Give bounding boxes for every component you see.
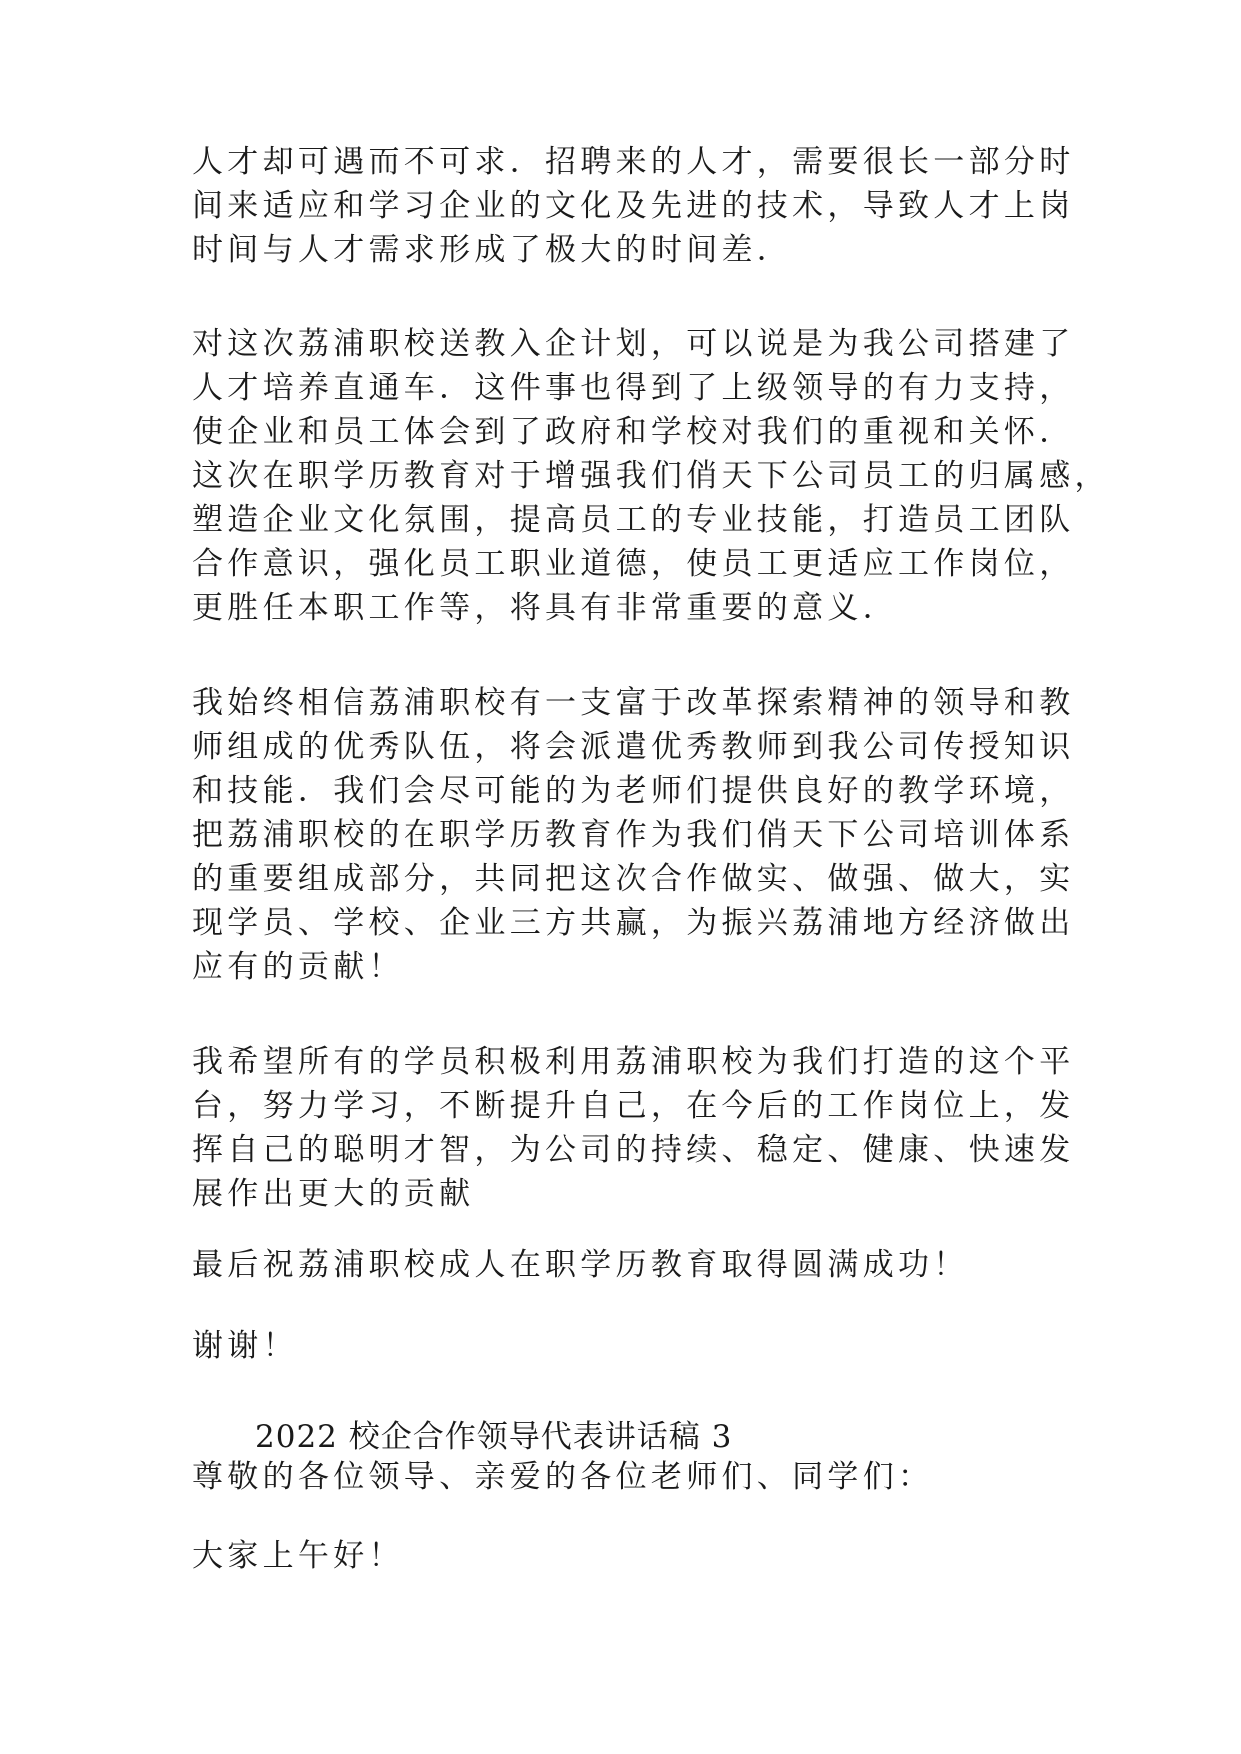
- text-line: 谢谢！: [192, 1328, 298, 1364]
- text-line: 更胜任本职工作等，将具有非常重要的意义．: [192, 590, 898, 626]
- text-line: 师组成的优秀队伍，将会派遣优秀教师到我公司传授知识: [192, 729, 1075, 765]
- text-line: 最后祝荔浦职校成人在职学历教育取得圆满成功！: [192, 1247, 969, 1283]
- text-line: 现学员、学校、企业三方共赢，为振兴荔浦地方经济做出: [192, 905, 1075, 941]
- text-line: 人才却可遇而不可求．招聘来的人才，需要很长一部分时: [192, 144, 1075, 180]
- text-line: 时间与人才需求形成了极大的时间差．: [192, 232, 793, 268]
- text-line: 展作出更大的贡献: [192, 1176, 475, 1212]
- text-line: 挥自己的聪明才智，为公司的持续、稳定、健康、快速发: [192, 1132, 1075, 1168]
- text-line: 对这次荔浦职校送教入企计划，可以说是为我公司搭建了: [192, 326, 1075, 362]
- text-line: 和技能．我们会尽可能的为老师们提供良好的教学环境，: [192, 773, 1075, 809]
- text-line: 我始终相信荔浦职校有一支富于改革探索精神的领导和教: [192, 685, 1075, 721]
- text-line: 这次在职学历教育对于增强我们俏天下公司员工的归属感，: [192, 458, 1110, 494]
- text-line: 人才培养直通车．这件事也得到了上级领导的有力支持，: [192, 370, 1075, 406]
- text-line: 间来适应和学习企业的文化及先进的技术，导致人才上岗: [192, 188, 1075, 224]
- text-line: 我希望所有的学员积极利用荔浦职校为我们打造的这个平: [192, 1044, 1075, 1080]
- text-line: 使企业和员工体会到了政府和学校对我们的重视和关怀．: [192, 414, 1075, 450]
- text-line: 塑造企业文化氛围，提高员工的专业技能，打造员工团队: [192, 502, 1075, 538]
- text-line: 台，努力学习，不断提升自己，在今后的工作岗位上，发: [192, 1088, 1075, 1124]
- text-line: 把荔浦职校的在职学历教育作为我们俏天下公司培训体系: [192, 817, 1075, 853]
- text-line: 的重要组成部分，共同把这次合作做实、做强、做大，实: [192, 861, 1075, 897]
- greeting: 大家上午好！: [192, 1538, 404, 1574]
- section-title: 2022 校企合作领导代表讲话稿 3: [255, 1419, 733, 1455]
- text-line: 应有的贡献！: [192, 949, 404, 985]
- text-line: 合作意识，强化员工职业道德，使员工更适应工作岗位，: [192, 546, 1075, 582]
- salutation: 尊敬的各位领导、亲爱的各位老师们、同学们：: [192, 1459, 934, 1495]
